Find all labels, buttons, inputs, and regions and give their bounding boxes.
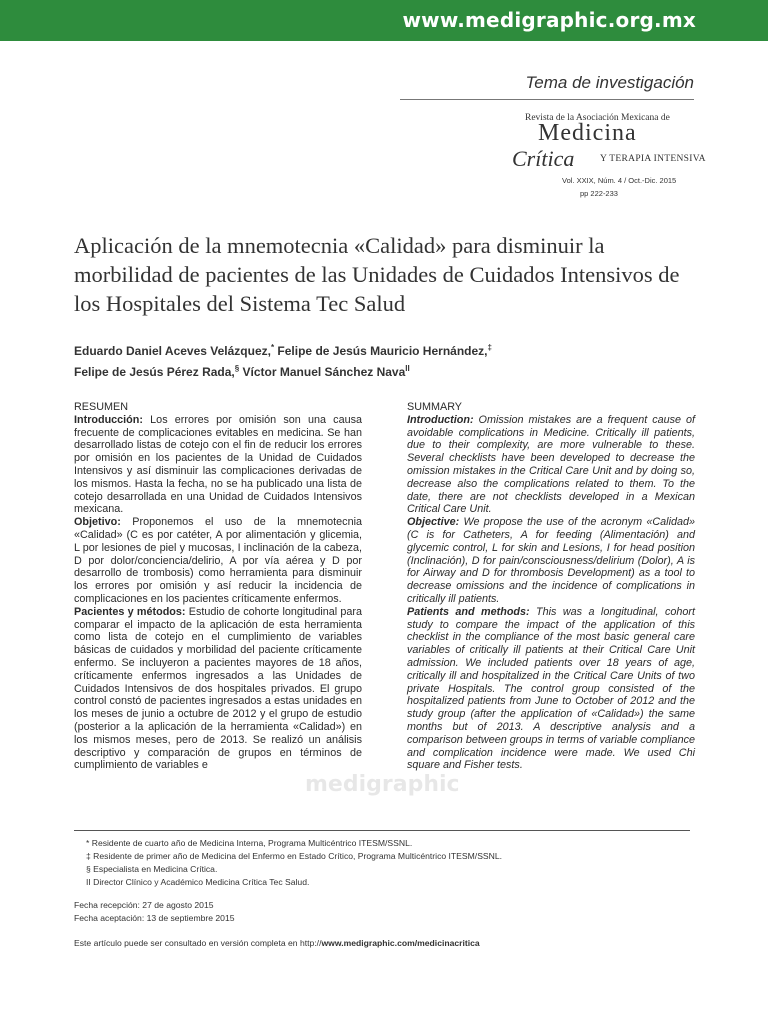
author-name: Felipe de Jesús Pérez Rada, — [74, 365, 235, 379]
paragraph-text: Estudio de cohorte longitudinal para comparar el impacto de la aplicación de esta herramienta como lista de cotejo en el cumplimiento de variables básicas de cuidados y morbilidad del paciente críticamente enfermo. Se incluyeron a pacientes mayores de 18 años, críticamente enfermos ingresados a las Unidades de Cuidados Intensivos de dos hospitales privados. El grupo control constó de pacientes ingresados a estas unidades en los meses de junio a octubre de 2012 y el grupo de estudio (posterior a la aplicación de la herramienta «Calidad») en los mismos meses, pero de 2013. Se realizó un análisis descriptivo y comparación de grupos en términos de cumplimiento de variables e — [74, 605, 362, 772]
paragraph-text: Proponemos el uso de la mnemotecnia «Calidad» (C es por catéter, A por alimentación y glicemia, L por lesiones de piel y mucosas, I inclinación de la cabeza, D por dolor/conciencia/delirio, A por vía aérea y D por desarrollo de trombosis) como herramienta para disminuir los errores por omisión y así reducir la incidencia de complicaciones en los pacientes críticamente enfermos. — [74, 516, 362, 605]
consult-note — [74, 938, 480, 948]
section-label: Objective: — [407, 516, 460, 529]
received-date: Fecha recepción: 27 de agosto 2015 — [74, 900, 214, 910]
article-dates — [74, 899, 235, 925]
paragraph-text: Los errores por omisión son una causa frecuente de complicaciones evitables en medicina. Se han desarrollado listas de cotejo con el fin de reducir los errores por omisión en los pacientes de la Unidad de Cuidados Intensivos y así disminuir las complicaciones derivadas de los mismos. Hasta la fecha, no se ha publicado una lista de cotejo desarrollada en una Unidad de Cuidados Intensivos mexicana. — [74, 413, 362, 516]
site-url-link[interactable]: www.medigraphic.org.mx — [402, 8, 696, 32]
footnote: § Especialista en Medicina Crítica. — [86, 864, 218, 874]
footnote: ‡ Residente de primer año de Medicina del Enfermo en Estado Crítico, Programa Multicéntrico ITESM/SSNL. — [86, 851, 503, 861]
summary-methods — [407, 606, 695, 772]
top-banner — [0, 0, 768, 41]
page-range: pp 222-233 — [580, 189, 618, 198]
summary-objective — [407, 516, 695, 606]
author-list — [74, 339, 694, 381]
footnote: * Residente de cuarto año de Medicina Interna, Programa Multicéntrico ITESM/SSNL. — [86, 838, 413, 848]
article-title: Aplicación de la mnemotecnia «Calidad» para disminuir la morbilidad de pacientes de las Unidades de Cuidados Intensivos de los Hospitales del Sistema Tec Salud — [74, 233, 680, 316]
resumen-methods — [74, 606, 362, 772]
journal-line-3b: Y TERAPIA INTENSIVA — [600, 154, 706, 164]
resumen-introduction — [74, 414, 362, 516]
summary-introduction — [407, 414, 695, 516]
summary-heading: SUMMARY — [407, 401, 462, 413]
paragraph-text: We propose the use of the acronym «Calidad» (C is for Catheters, A for feeding (Alimentación) and glycemic control, L for skin and Lesions, I for head position (Inclinación), D for pain/consciousness/delirium (Dolor), A is for Airway and D for thrombosis Development) as a tool to decrease omissions and the incidence of complications in critically ill patients. — [407, 516, 695, 605]
section-label: Introducción: — [74, 413, 143, 426]
author-mark: II — [405, 364, 410, 373]
footnote: II Director Clínico y Académico Medicina Crítica Tec Salud. — [86, 877, 310, 887]
volume-info: Vol. XXIX, Núm. 4 / Oct.-Dic. 2015 — [562, 176, 677, 185]
consult-text: Este artículo puede ser consultado en versión completa en http:// — [74, 938, 322, 948]
section-divider — [400, 99, 694, 100]
journal-line-1: Revista de la Asociación Mexicana de — [525, 113, 670, 123]
consult-link[interactable]: www.medigraphic.com/medicinacritica — [321, 938, 480, 948]
author-mark: ‡ — [487, 343, 492, 352]
author-mark: * — [270, 343, 275, 352]
footnote-divider — [74, 830, 690, 831]
paragraph-text: This was a longitudinal, cohort study to compare the impact of the application of this checklist in the compliance of the most basic general care variables of critically ill patients at their Critical Care Unit admission. We included patients over 18 years of age, critically ill and hospitalized in the Critical Care Units of two private Hospitals. The control group consisted of the hospitalized patients from June to October of 2012 and the study group (after the application of «Calidad») the same months but of 2013. A descriptive analysis and a comparison between groups in terms of variable compliance and complication incidence were made. We used Chi square and Fisher tests. — [407, 605, 695, 772]
summary-column — [407, 401, 695, 772]
accepted-date: Fecha aceptación: 13 de septiembre 2015 — [74, 913, 235, 923]
journal-line-2: Medicina — [538, 120, 637, 146]
author-name: Eduardo Daniel Aceves Velázquez, — [74, 344, 271, 358]
paragraph-text: Omission mistakes are a frequent cause of avoidable complications in Medicine. Critically ill patients, due to their complexity, are more vulnerable to these. Several checklists have been developed to decrease the omission mistakes in the Critical Care Unit and by doing so, decrease also the complications related to them. To the date, there are not checklists developed in a Mexican Critical Care Unit. — [407, 413, 695, 516]
resumen-column — [74, 401, 362, 772]
journal-line-3a: Crítica — [512, 146, 575, 171]
section-label: Introduction: — [407, 413, 474, 426]
section-label: Objetivo: — [74, 516, 121, 529]
author-mark: § — [234, 364, 240, 373]
section-label: Tema de investigación — [525, 73, 694, 92]
resumen-heading: RESUMEN — [74, 401, 128, 413]
watermark: medigraphic — [305, 772, 460, 797]
resumen-objective — [74, 516, 362, 606]
author-name: Víctor Manuel Sánchez Nava — [239, 365, 406, 379]
section-label: Pacientes y métodos: — [74, 605, 186, 618]
section-label: Patients and methods: — [407, 605, 530, 618]
footnotes — [86, 837, 502, 889]
author-name: Felipe de Jesús Mauricio Hernández, — [274, 344, 488, 358]
